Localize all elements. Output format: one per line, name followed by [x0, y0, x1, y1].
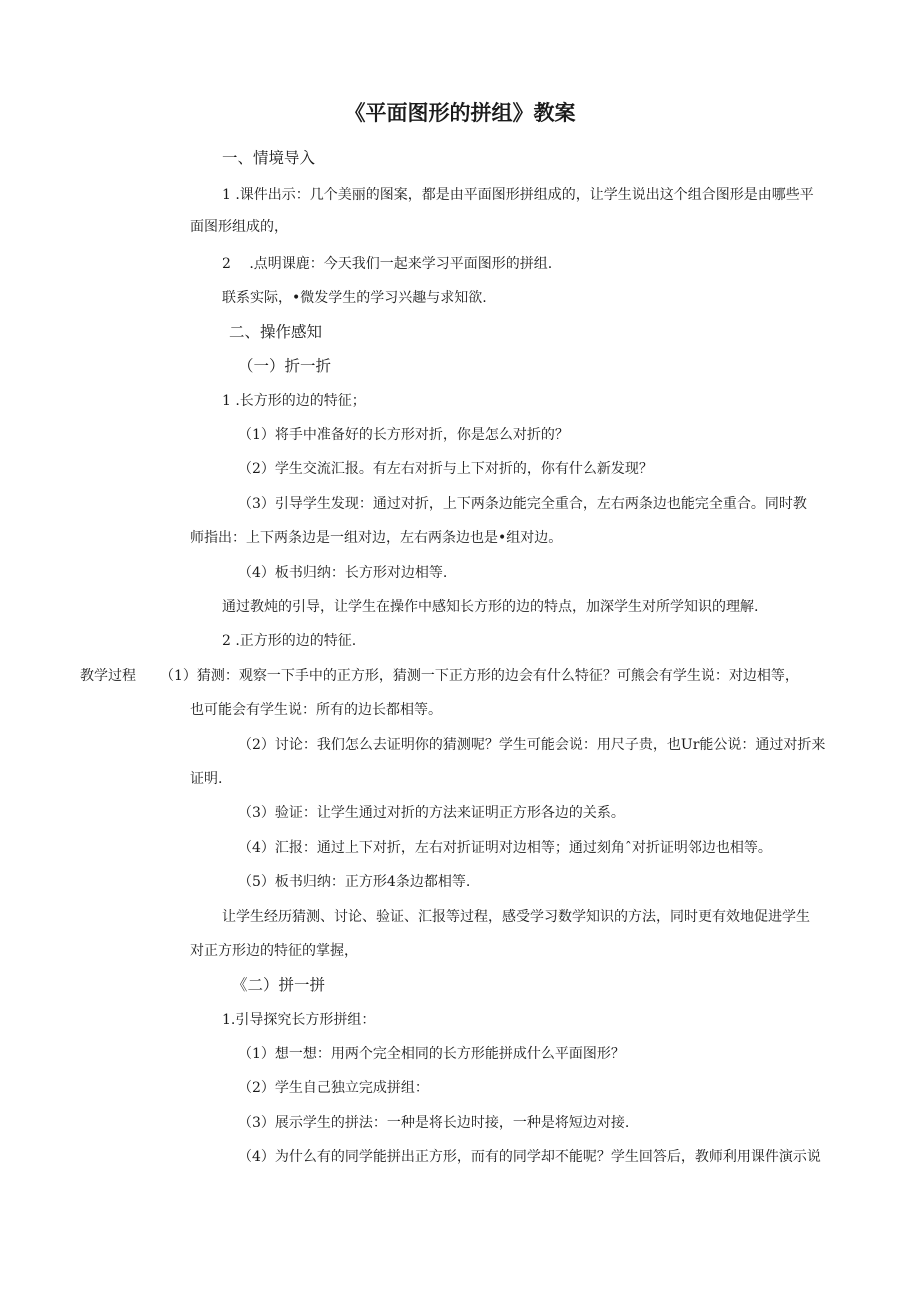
- paragraph-line: （4）板书归纳：长方形对边相等.: [238, 565, 448, 581]
- paragraph-line: 1 .长方形的边的特征；: [222, 393, 366, 409]
- paragraph-line: 2 .正方形的边的特征.: [222, 633, 357, 649]
- document-title: 《平面图形的拼组》教案: [344, 101, 576, 125]
- paragraph-line: 证明.: [190, 771, 223, 787]
- paragraph-line: （3）验证：让学生通过对折的方法来证明正方形各边的关系。: [238, 805, 625, 821]
- subsection-heading-fold: （一）折一折: [238, 357, 332, 375]
- subsection-heading-assemble: 《二）拼一拼: [232, 976, 326, 994]
- paragraph-line: 面图形组成的，: [190, 219, 288, 235]
- paragraph-line: 联系实际，•微发学生的学习兴趣与求知欲.: [222, 290, 487, 306]
- paragraph-line: 对正方形边的特征的掌握，: [190, 943, 358, 959]
- paragraph-line: （2）学生交流汇报。有左右对折与上下对折的，你有什么新发现？: [238, 461, 653, 477]
- section-heading-operation: 二、操作感知: [229, 323, 323, 341]
- paragraph-line: 让学生经历猜测、讨论、验证、汇报等过程，感受学习数学知识的方法，同时更有效地促进学生: [222, 909, 810, 925]
- paragraph-line: （5）板书归纳：正方形4条边都相等.: [238, 874, 471, 890]
- paragraph-line: （2）讨论：我们怎么去证明你的猜测呢？学生可能会说：用尺子贵，也Ur能公说：通过对折来: [238, 737, 826, 753]
- paragraph-line: 1.引导探究长方形拼组：: [222, 1012, 376, 1028]
- paragraph-line: （1）想一想：用两个完全相同的长方形能拼成什么平面图形？: [238, 1046, 625, 1062]
- paragraph-line: （4）汇报：通过上下对折，左右对折证明对边相等；通过刻角ˆ对折证明邻边也相等。: [238, 840, 772, 856]
- side-label-teaching-process: 教学过程: [80, 668, 136, 684]
- paragraph-line: 1 .课件出示：几个美丽的图案，都是由平面图形拼组成的，让学生说出这个组合图形是由哪些平: [222, 187, 814, 203]
- paragraph-line: （2）学生自己独立完成拼组：: [238, 1080, 429, 1096]
- paragraph-line: （3）展示学生的拼法：一种是将长边时接，一种是将短边对接.: [238, 1115, 630, 1131]
- paragraph-line: （1）猜测：观察一下手中的正方形，猜测一下正方形的边会有什么特征？可熊会有学生说：对边相等，: [160, 668, 799, 684]
- paragraph-line: （3）引导学生发现：通过对折，上下两条边能完全重合，左右两条边也能完全重合。同时教: [238, 496, 807, 512]
- paragraph-line: （1）将手中准备好的长方形对折，你是怎么对折的？: [238, 427, 569, 443]
- paragraph-line: 也可能会有学生说：所有的边长都相等。: [190, 702, 442, 718]
- paragraph-line: （4）为什么有的同学能拼出正方形，而有的同学却不能呢？学生回答后，教师利用课件演示说: [238, 1149, 821, 1165]
- paragraph-line: 2 .点明课鹿：今天我们一起来学习平面图形的拼组.: [222, 256, 553, 272]
- paragraph-line: 通过教炖的引导，让学生在操作中感知长方形的边的特点，加深学生对所学知识的理解.: [222, 599, 759, 615]
- section-heading-intro: 一、情境导入: [222, 149, 316, 167]
- paragraph-line: 师指出：上下两条边是一组对边，左右两条边也是•组对边。: [190, 530, 563, 546]
